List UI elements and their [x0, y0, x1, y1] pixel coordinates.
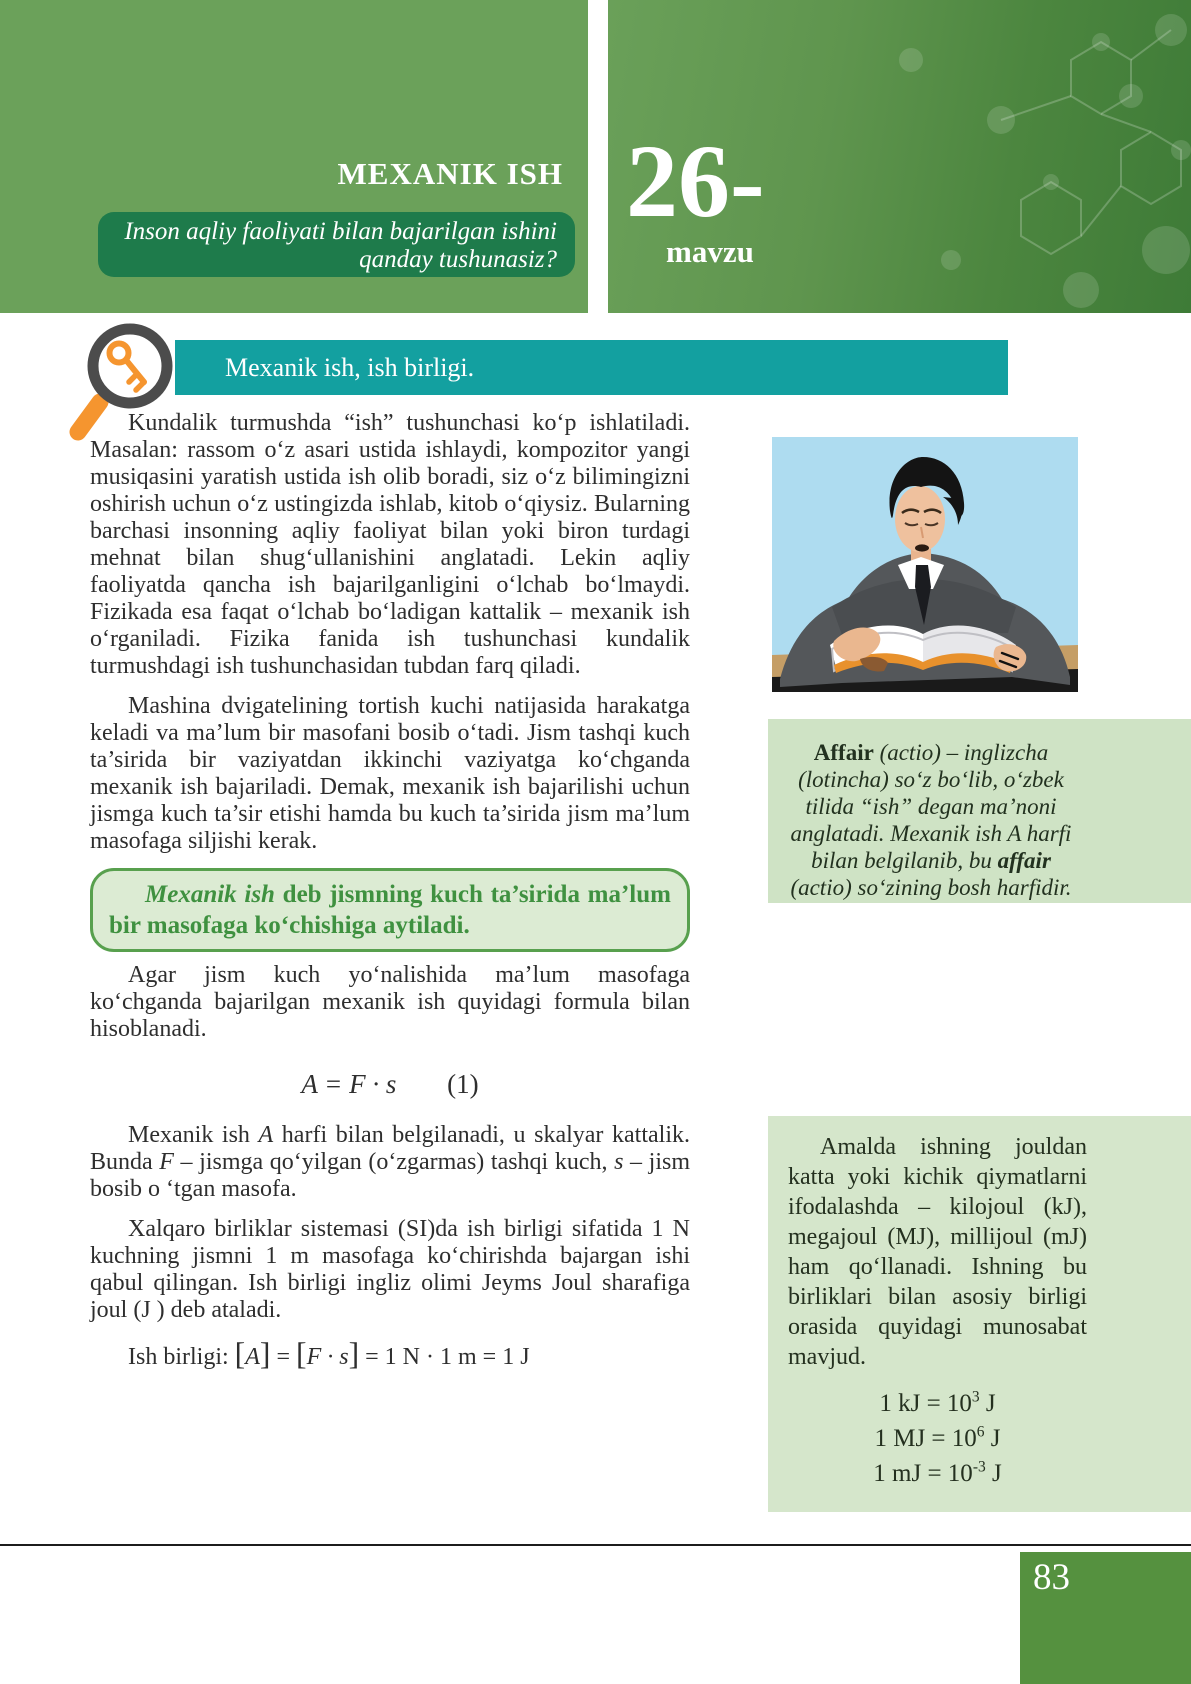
joule-units-text: Amalda ishning jouldan katta yoki kichik qiymatlarni ifodalashda – kilojoul (kJ), megajoul (MJ), millijoul (mJ) ham qo‘llanadi. Ishning bu birliklari bilan asosiy birligi orasida quyidagi munosabat mavjud. — [788, 1134, 1087, 1370]
definition-text: Mexanik ish deb jismning kuch ta’sirida ma’lum bir masofaga ko‘chishiga aytiladi. — [109, 881, 671, 939]
affair-line: (lotincha) so‘z bo‘lib, o‘zbek — [798, 767, 1064, 792]
molecule-pattern-decoration — [771, 0, 1191, 313]
key-topics-banner — [175, 340, 1008, 395]
paragraph-2: Mashina dvigatelining tortish kuchi natijasida harakatga keladi va ma’lum bir masofani bosib o‘tadi. Jism tashqi kuch ta’sirida bir vaziyatdan ikkinchi vaziyatga ko‘chganda mexanik ish bajariladi. Demak, mexanik ish bajarilishi uchun jismga kuch ta’sir etishi hamda bu kuch ta’sirida jism ma’lum masofaga siljishi kerak. — [90, 693, 690, 854]
paragraph-5: Xalqaro birliklar sistemasi (SI)da ish birligi sifatida 1 N kuchning jismni 1 m masofaga ko‘chirishda bajargan ishi qabul qilingan. Ish birligi ingliz olimi Jeyms Joul sharafiga joul (J ) deb ataladi. — [90, 1216, 690, 1323]
definition-box — [90, 868, 690, 952]
millijoule-equation: 1 mJ = $10^{-3}$ J — [873, 1458, 1002, 1487]
page-number: 83 — [1033, 1557, 1070, 1598]
affair-line: (actio) so‘zining bosh harfidir. — [790, 875, 1072, 900]
work-unit-equation: Ish birligi: [A] = [F · s] = 1 N · 1 m = 1 J — [128, 1336, 530, 1371]
affair-line: anglatadi. Mexanik ish A harfi — [790, 821, 1072, 846]
paragraph-4: Mexanik ish A harfi bilan belgilanadi, u skalyar kattalik. Bunda F – jismga qo‘yilgan (o‘zgarmas) tashqi kuch, s – jism bosib o ‘tgan masofa. — [90, 1122, 691, 1202]
affair-line: tilida “ish” degan ma’noni — [805, 794, 1057, 819]
megajoule-equation: 1 MJ = $10^6$ J — [874, 1423, 1001, 1452]
paragraph-1: Kundalik turmushda “ish” tushunchasi ko‘p ishlatiladi. Masalan: rassom o‘z asari ustida ishlaydi, kompozitor yangi musiqasini yaratish ustida ish olib boradi, siz o‘z bilimingizni oshirish uchun o‘z ustingizda ishlab, kitob o‘qiysiz. Bularning barchasi insonning aqliy faoliyat bilan yoki biron turdagi mehnat bilan shug‘ullanishini anglatadi. Lekin aqliy faoliyatda qancha ish bajarilganligini o‘lchab bo‘lmaydi. Fizikada esa faqat o‘lchab bo‘ladigan kattalik – mexanik ish o‘rganiladi. Fizika fanida ish tushunchasi kundalik turmushdagi ish tushunchasidan tubdan farq qiladi. — [90, 410, 690, 679]
paragraph-3: Agar jism kuch yo‘nalishida ma’lum masofaga ko‘chganda bajarilgan mexanik ish quyidagi formula bilan hisoblanadi. — [90, 962, 690, 1042]
intro-question-line2: qanday tushunasiz? — [359, 246, 557, 273]
affair-line: Affair (actio) – inglizcha — [813, 740, 1049, 765]
lesson-number-label: mavzu — [666, 234, 754, 269]
man-reading-book-illustration — [772, 437, 1078, 692]
intro-question-box — [98, 212, 575, 277]
affair-etymology-box — [768, 719, 1191, 903]
main-text-column — [90, 410, 690, 1384]
chapter-title: MEXANIK ISH — [337, 156, 563, 191]
lesson-number: 26- — [626, 124, 765, 239]
header-right-panel — [608, 0, 1191, 313]
unit-conversion-equations — [788, 1386, 1087, 1491]
formula-number: (1) — [447, 1069, 479, 1099]
affair-line: bilan belgilanib, bu affair — [811, 848, 1051, 873]
footer-divider-line — [0, 1544, 1191, 1546]
key-topics-text: Mexanik ish, ish birligi. — [225, 352, 475, 382]
kilojoule-equation: 1 kJ = $10^3$ J — [879, 1388, 996, 1417]
formula-mechanical-work — [90, 1069, 690, 1100]
joule-units-box — [768, 1116, 1191, 1512]
header-left-panel — [0, 0, 588, 313]
page-number-box — [1020, 1552, 1191, 1684]
formula-expression: A = F · s — [301, 1069, 397, 1099]
intro-question-line1: Inson aqliy faoliyati bilan bajarilgan ishini — [124, 218, 557, 245]
